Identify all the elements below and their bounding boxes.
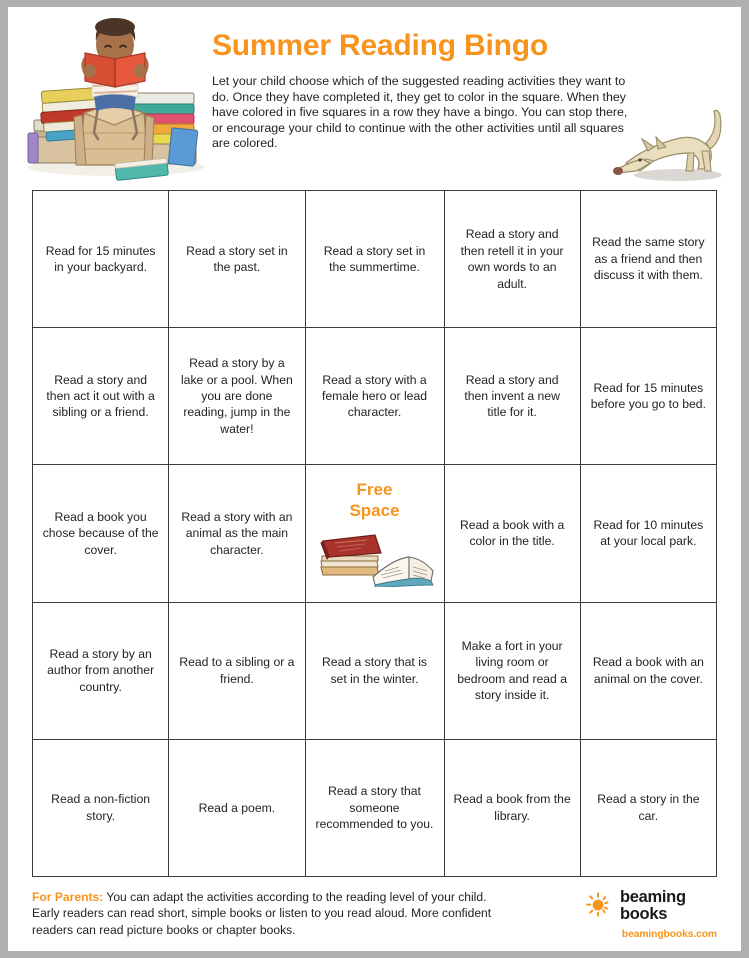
free-space-label bbox=[349, 479, 399, 521]
brand-wordmark bbox=[620, 889, 686, 923]
page-footer bbox=[32, 889, 717, 947]
bingo-grid bbox=[32, 190, 717, 877]
sun-icon bbox=[585, 890, 613, 923]
intro-paragraph: Let your child choose which of the suggested reading activities they want to do. Once they have completed it, they get to color in the square. When they have colored in five squares in a row they have a bingo. You can stop there, or encourage your child to continue with the other activities until all squares are colored. bbox=[212, 74, 628, 151]
page-title: Summer Reading Bingo bbox=[212, 29, 549, 62]
books-illustration bbox=[315, 525, 435, 591]
bingo-cell[interactable]: Read a book from the library. bbox=[445, 740, 581, 877]
bingo-cell[interactable]: Read a story by an author from another country. bbox=[33, 603, 169, 740]
for-parents-note bbox=[32, 889, 512, 938]
bingo-cell[interactable]: Read a story that someone recommended to you. bbox=[306, 740, 445, 877]
bingo-cell[interactable]: Read the same story as a friend and then discuss it with them. bbox=[581, 191, 717, 328]
for-parents-label: For Parents: bbox=[32, 890, 104, 904]
brand-url[interactable]: beamingbooks.com bbox=[621, 929, 717, 940]
bingo-cell[interactable]: Read a story in the car. bbox=[581, 740, 717, 877]
bingo-cell[interactable]: Read a poem. bbox=[169, 740, 305, 877]
bingo-cell-free-space[interactable] bbox=[306, 465, 445, 602]
free-space-label-line1: Free bbox=[356, 480, 393, 500]
bingo-cell[interactable]: Read a story by a lake or a pool. When you are done reading, jump in the water! bbox=[169, 328, 305, 465]
free-space-label-line2: Space bbox=[349, 501, 400, 521]
beaming-books-logo[interactable] bbox=[585, 889, 717, 945]
bingo-cell[interactable]: Read a story and then retell it in your own words to an adult. bbox=[445, 191, 581, 328]
bingo-cell[interactable]: Read a story with a female hero or lead character. bbox=[306, 328, 445, 465]
bingo-cell[interactable]: Read a book you chose because of the cover. bbox=[33, 465, 169, 602]
bingo-cell[interactable]: Read a book with an animal on the cover. bbox=[581, 603, 717, 740]
bingo-cell[interactable]: Read to a sibling or a friend. bbox=[169, 603, 305, 740]
bingo-cell[interactable]: Read a story that is set in the winter. bbox=[306, 603, 445, 740]
bingo-cell[interactable]: Read a non-fiction story. bbox=[33, 740, 169, 877]
child-reading-illustration bbox=[20, 15, 212, 185]
bingo-cell[interactable]: Read a story set in the summertime. bbox=[306, 191, 445, 328]
bingo-cell[interactable]: Read a story with an animal as the main character. bbox=[169, 465, 305, 602]
brand-wordmark-line1: beaming bbox=[620, 888, 686, 906]
brand-wordmark-line2: books bbox=[620, 905, 668, 923]
bingo-cell[interactable]: Make a fort in your living room or bedroom and read a story inside it. bbox=[445, 603, 581, 740]
bingo-cell[interactable]: Read for 15 minutes before you go to bed. bbox=[581, 328, 717, 465]
bingo-cell[interactable]: Read a story and then invent a new title for it. bbox=[445, 328, 581, 465]
bingo-cell[interactable]: Read for 10 minutes at your local park. bbox=[581, 465, 717, 602]
bingo-cell[interactable]: Read for 15 minutes in your backyard. bbox=[33, 191, 169, 328]
bingo-cell[interactable]: Read a story and then act it out with a sibling or a friend. bbox=[33, 328, 169, 465]
worksheet-page bbox=[8, 7, 741, 951]
bingo-cell[interactable]: Read a book with a color in the title. bbox=[445, 465, 581, 602]
header-text-block bbox=[212, 29, 632, 152]
stretching-dog-illustration bbox=[606, 105, 738, 185]
page-header bbox=[8, 7, 741, 189]
for-parents-text: You can adapt the activities according to the reading level of your child. Early readers can read short, simple books or listen to you read aloud. More confident readers can read picture books or chapter books. bbox=[32, 890, 492, 937]
bingo-cell[interactable]: Read a story set in the past. bbox=[169, 191, 305, 328]
